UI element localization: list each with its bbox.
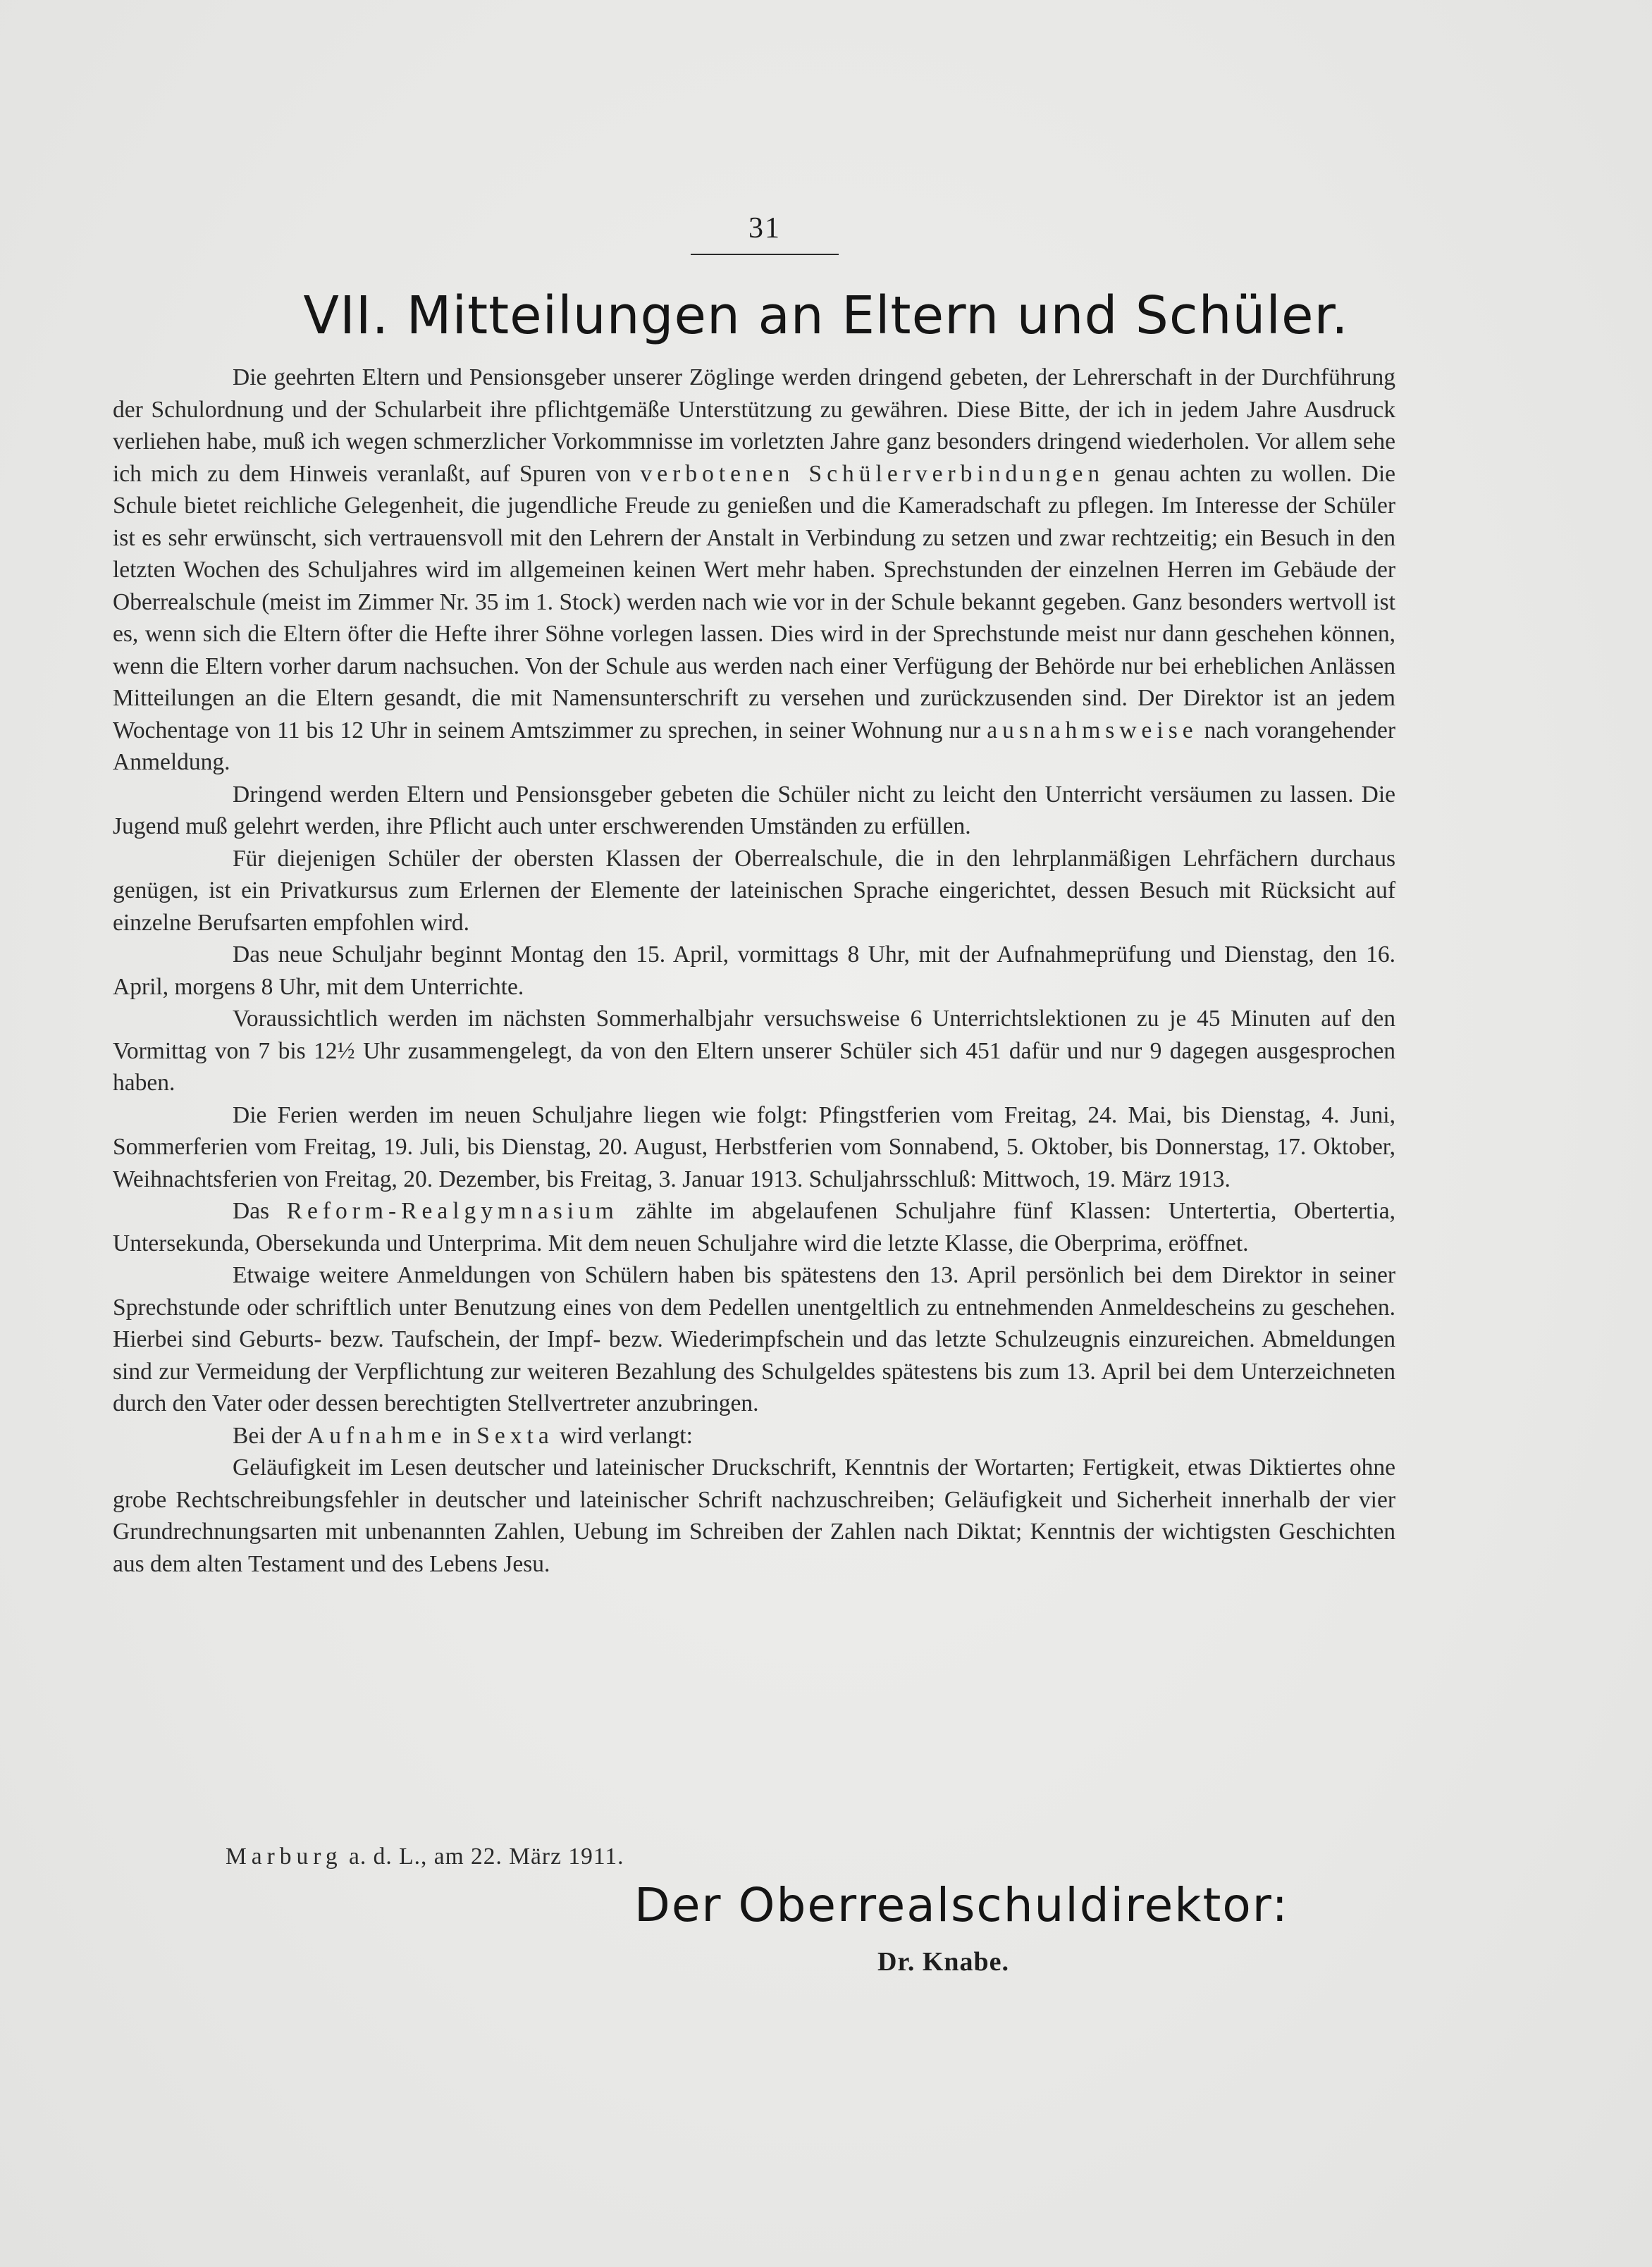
paragraph-text: Bei der (233, 1422, 302, 1449)
paragraph-text: in (452, 1422, 471, 1449)
page-number-rule (691, 254, 839, 255)
paragraph-registration: Etwaige weitere Anmeldungen von Schülern haben bis spätestens den 13. April persönlich bei dem Direktor in seiner Sprechstunde oder schriftlich unter Benutzung eines von dem Pedellen unentgeltlich zu entnehmenden Anmeldescheins zu geschehen. Hierbei sind Geburts- bezw. Taufschein, der Impf- bezw. Wiederimpfschein und das letzte Schulzeugnis einzureichen. Abmeldungen sind zur Vermeidung der Verpflichtung zur weiteren Bezahlung des Schulgeldes spätestens bis zum 13. April bei dem Unterzeichneten durch den Vater oder dessen berechtigten Stellvertreter anzubringen. (113, 1262, 1395, 1416)
paragraph-text: genau achten zu wollen. Die Schule bietet reichliche Gelegenheit, die jugendliche Freude zu genießen und die Kameradschaft zu pflegen. Im Interesse der Schüler ist es sehr erwünscht, sich vertrauensvoll mit den Lehrern der Anstalt in Verbindung zu setzen und zwar rechtzeitig; ein Besuch in den letzten Wochen des Schuljahres wird im allgemeinen keinen Wert mehr haben. Sprechstunden der einzelnen Herren im Gebäude der Oberrealschule (meist im Zimmer Nr. 35 im 1. Stock) werden nach wie vor in der Schule bekannt gegeben. Ganz besonders wertvoll ist es, wenn sich die Eltern öfter die Hefte ihrer Söhne vorlegen lassen. Dies wird in der Sprechstunde meist nur dann geschehen können, wenn die Eltern vorher darum nachsuchen. Von der Schule aus werden nach einer Verfügung der Behörde nur bei erheblichen Anlässen Mitteilungen an die Eltern gesandt, die mit Namensunterschrift zu versehen und zurückzusenden sind. Der Direktor ist an jedem Wochentage von 11 bis 12 Uhr in seinem Amtszimmer zu sprechen, in seiner Wohnung nur (113, 460, 1396, 743)
signer-name: Dr. Knabe. (877, 1947, 1010, 1977)
emphasized-text: Aufnahme (307, 1422, 447, 1449)
paragraph-school-year-start: Das neue Schuljahr beginnt Montag den 15. April, vormittags 8 Uhr, mit der Aufnahmeprüfung und Dienstag, den 16. April, morgens 8 Uhr, mit dem Unterrichte. (113, 941, 1395, 1000)
emphasized-text: verbotenen Schülerverbindungen (640, 460, 1105, 487)
body-text (113, 362, 1395, 1580)
paragraph-text: wird verlangt: (560, 1422, 693, 1449)
paragraph-notice-to-parents (113, 362, 1395, 779)
page-number: 31 (748, 212, 781, 245)
paragraph-latin-course: Für diejenigen Schüler der obersten Klassen der Oberrealschule, die in den lehrplanmäßigen Lehrfächern durchaus genügen, ist ein Privatkursus zum Erlernen der Elemente der lateinischen Sprache eingerichtet, dessen Besuch mit Rücksicht auf einzelne Berufsarten empfohlen wird. (113, 845, 1395, 936)
date-line: a. d. L., am 22. März 1911. (349, 1843, 624, 1870)
paragraph-holidays: Die Ferien werden im neuen Schuljahre liegen wie folgt: Pfingstferien vom Freitag, 24. Mai, bis Dienstag, 4. Juni, Sommerferien vom Freitag, 19. Juli, bis Dienstag, 20. August, Herbstferien vom Sonnabend, 5. Oktober, bis Donnerstag, 17. Oktober, Weihnachtsferien von Freitag, 20. Dezember, bis Freitag, 3. Januar 1913. Schuljahrsschluß: Mittwoch, 19. März 1913. (113, 1101, 1395, 1192)
signature-title: Der Oberrealschuldirektor: (634, 1878, 1289, 1932)
place-and-date (226, 1843, 624, 1870)
paragraph-text: Das (233, 1198, 270, 1224)
paragraph-realgymnasium (113, 1195, 1395, 1259)
paragraph-admission-requirements: Geläufigkeit im Lesen deutscher und lateinischer Druckschrift, Kenntnis der Wortarten; Fertigkeit, etwas Diktiertes ohne grobe Rechtschreibungsfehler in deutscher und lateinischer Schrift nachzuschreiben; Geläufigkeit und Sicherheit innerhalb der vier Grundrechnungsarten mit unbenannten Zahlen, Uebung im Schreiben der Zahlen nach Diktat; Kenntnis der wichtigsten Geschichten aus dem alten Testament und des Lebens Jesu. (113, 1454, 1395, 1577)
paragraph-attendance: Dringend werden Eltern und Pensionsgeber gebeten die Schüler nicht zu leicht den Unterricht versäumen zu lassen. Die Jugend muß gelehrt werden, ihre Pflicht auch unter erschwerenden Umständen zu erfüllen. (113, 781, 1395, 839)
paragraph-text: nach vorangehender Anmeldung. (113, 717, 1395, 775)
emphasized-text: ausnahmsweise (987, 717, 1198, 743)
emphasized-text: Sexta (476, 1422, 554, 1449)
section-heading: VII. Mitteilungen an Eltern und Schüler. (303, 285, 1349, 346)
paragraph-lesson-schedule: Voraussichtlich werden im nächsten Sommerhalbjahr versuchsweise 6 Unterrichtslektionen zu je 45 Minuten auf den Vormittag von 7 bis 12½ Uhr zusammengelegt, da von den Eltern unserer Schüler sich 451 dafür und nur 9 dagegen ausgesprochen haben. (113, 1006, 1395, 1096)
emphasized-text: Reform-Realgymnasium (286, 1198, 619, 1224)
paragraph-text: zählte im abgelaufenen Schuljahre fünf Klassen: Untertertia, Obertertia, Untersekunda, Obersekunda und Unterprima. Mit dem neuen Schuljahre wird die letzte Klasse, die Oberprima, eröffnet. (113, 1198, 1396, 1256)
paragraph-admission-requirements-intro (113, 1420, 1395, 1452)
paragraph-text: Die geehrten Eltern und Pensionsgeber unserer Zöglinge werden dringend gebeten, der Lehrerschaft in der Durchführung der Schulordnung und der Schularbeit ihre pflichtgemäße Unterstützung zu gewähren. Diese Bitte, der ich in jedem Jahre Ausdruck verliehen habe, muß ich wegen schmerzlicher Vorkommnisse im vorletzten Jahre ganz besonders dringend wiederholen. Vor allem sehe ich mich zu dem Hinweis veranlaßt, auf Spuren von (113, 364, 1395, 487)
place-name: Marburg (226, 1843, 343, 1870)
